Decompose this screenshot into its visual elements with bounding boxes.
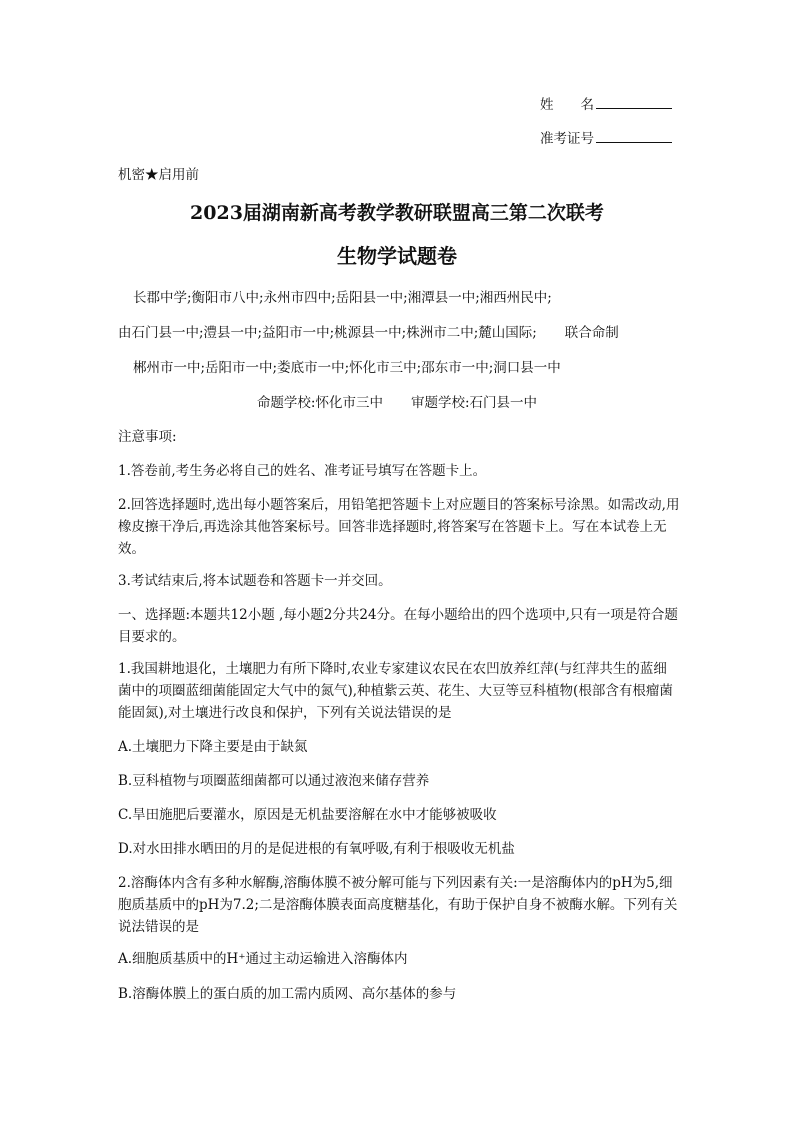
schools-line-1: 长郡中学;衡阳市八中;永州市四中;岳阳县一中;湘潭县一中;湘西州民中; bbox=[133, 290, 552, 306]
proposer-reviewer bbox=[0, 392, 794, 414]
name-field bbox=[540, 94, 672, 116]
schools-line-2-names: 由石门县一中;澧县一中;益阳市一中;桃源县一中;株洲市二中;麓山国际; bbox=[118, 325, 537, 341]
question-2-option-b: B.溶酶体膜上的蛋白质的加工需内质网、高尔基体的参与 bbox=[118, 986, 457, 1002]
question-1-option-b: B.豆科植物与项圈蓝细菌都可以通过液泡来储存营养 bbox=[118, 773, 430, 789]
note-item-2: 2.回答选择题时,选出每小题答案后，用铅笔把答题卡上对应题目的答案标号涂黑。如需改动,用橡皮擦干净后,再选涂其他答案标号。回答非选择题时,将答案写在答题卡上。写在本试卷上无效。 bbox=[118, 497, 680, 557]
question-2-stem: 2.溶酶体内含有多种水解酶,溶酶体膜不被分解可能与下列因素有关:一是溶酶体内的pH为5,细胞质基质中的pH为7.2;二是溶酶体膜表面高度糖基化，有助于保护自身不被酶水解。下列有关说法错误的是 bbox=[118, 875, 678, 935]
proposer-school: 命题学校:怀化市三中 bbox=[256, 395, 383, 411]
name-label: 姓 名 bbox=[540, 97, 594, 113]
secret-label: 机密★启用前 bbox=[118, 167, 199, 183]
exam-id-field bbox=[540, 128, 672, 150]
exam-id-blank bbox=[596, 128, 672, 143]
question-2-option-a: A.细胞质基质中的H⁺通过主动运输进入溶酶体内 bbox=[118, 951, 408, 967]
name-blank bbox=[596, 94, 672, 109]
exam-title: 2023届湖南新高考教学教研联盟高三第二次联考 bbox=[190, 202, 604, 224]
notes-heading: 注意事项: bbox=[118, 429, 177, 445]
question-1-stem: 1.我国耕地退化，土壤肥力有所下降时,农业专家建议农民在农凹放养红萍(与红萍共生的蓝细菌中的项圈蓝细菌能固定大气中的氮气),种植紫云英、花生、大豆等豆科植物(根部含有根瘤菌能固氮),对土壤进行改良和保护，下列有关说法错误的是 bbox=[118, 661, 673, 721]
exam-id-label: 准考证号 bbox=[540, 131, 594, 147]
schools-line-3: 郴州市一中;岳阳市一中;娄底市一中;怀化市三中;邵东市一中;洞口县一中 bbox=[133, 360, 561, 376]
joint-label: 联合命制 bbox=[564, 325, 619, 341]
question-1-option-a: A.土壤肥力下降主要是由于缺氮 bbox=[118, 739, 308, 755]
section-1-intro: 一、选择题:本题共12小题 ,每小题2分共24分。在每小题给出的四个选项中,只有一项是符合题目要求的。 bbox=[118, 607, 678, 645]
question-1-option-c: C.旱田施肥后要灌水，原因是无机盐要溶解在水中才能够被吸收 bbox=[118, 807, 497, 823]
reviewer-school: 审题学校:石门县一中 bbox=[411, 395, 538, 411]
note-item-1: 1.答卷前,考生务必将自己的姓名、准考证号填写在答题卡上。 bbox=[118, 463, 487, 479]
exam-subtitle: 生物学试题卷 bbox=[337, 244, 457, 268]
question-1-option-d: D.对水田排水晒田的月的是促进根的有氧呼吸,有利于根吸收无机盐 bbox=[118, 841, 515, 857]
note-item-3: 3.考试结束后,将本试题卷和答题卡一并交回。 bbox=[118, 573, 392, 589]
schools-line-2 bbox=[118, 322, 619, 344]
